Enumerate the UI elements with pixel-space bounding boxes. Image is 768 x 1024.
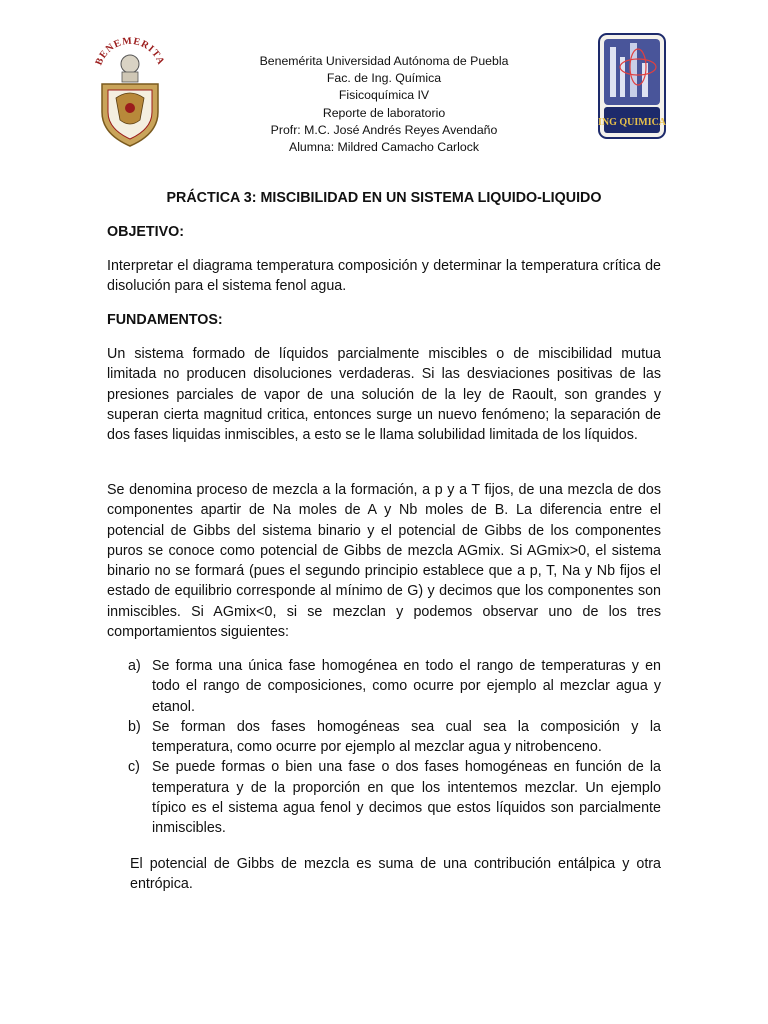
list-item-text: Se puede formas o bien una fase o dos fases homogéneas en función de la temperatura y de la proporción en que los intentemos mezclar. Un ejemplo típico es el sistema agua fenol y decimos que estos líquidos son parcialmente inmiscibles. <box>152 759 661 837</box>
behaviour-list <box>128 656 661 839</box>
document-header <box>230 53 538 156</box>
list-item-text: Se forma una única fase homogénea en todo el rango de temperaturas y en todo el rango de composiciones, como ocurre por ejemplo al mezclar agua y etanol. <box>152 658 661 715</box>
objetivo-text: Interpretar el diagrama temperatura composición y determinar la temperatura crítica de disolución para el sistema fenol agua. <box>107 258 661 295</box>
fundamentos-heading: FUNDAMENTOS: <box>107 312 223 328</box>
faculty-logo <box>598 33 666 139</box>
header-report-type: Reporte de laboratorio <box>322 105 446 120</box>
header-course: Fisicoquímica IV <box>338 88 430 103</box>
university-logo <box>92 34 168 149</box>
svg-text:ING QUIMICA: ING QUIMICA <box>598 117 666 128</box>
list-marker: b) <box>128 718 141 735</box>
fundamentos-paragraph-2: Se denomina proceso de mezcla a la formación, a p y a T fijos, de una mezcla de dos componentes apartir de Na moles de A y Nb moles de B. La diferencia entre el potencial de Gibbs del sistema binario y el potencial de Gibbs de los componentes puros se conoce como potencial de Gibbs de mezcla AGmix. Si AGmix>0, el sistema binario no se formará (pues el segundo principio establece que a p, T, Na y Nb fijos el estado de equilibrio corresponde al mínimo de G) y decimos que los componentes son inmiscibles. Si AGmix<0, si se mezclan y podemos observar uno de los tres comportamientos siguientes: <box>107 482 661 641</box>
objetivo-heading: OBJETIVO: <box>107 224 185 240</box>
list-item <box>128 656 661 717</box>
svg-text:BENEMERITA: BENEMERITA <box>93 35 167 67</box>
fundamentos-paragraph-1: Un sistema formado de líquidos parcialmente miscibles o de miscibilidad mutua limitada no producen disoluciones verdaderas. Si las desviaciones positivas de las presiones parciales de vapor de una solución de la ley de Raoult, son grandes y superan cierta magnitud critica, entonces surge un nuevo fenómeno; la separación de dos fases liquidas inmiscibles, a esto se le llama solubilidad limitada de los líquidos. <box>107 346 661 444</box>
list-item <box>128 717 661 758</box>
list-marker: a) <box>128 658 141 674</box>
header-student: Alumna: Mildred Camacho Carlock <box>289 140 479 155</box>
document-title: PRÁCTICA 3: MISCIBILIDAD EN UN SISTEMA LIQUIDO-LIQUIDO <box>166 190 602 206</box>
header-institution: Benemérita Universidad Autónoma de Puebla <box>259 54 509 68</box>
fundamentos-paragraph-3: El potencial de Gibbs de mezcla es suma de una contribución entálpica y otra entrópica. <box>130 856 661 893</box>
header-faculty: Fac. de Ing. Química <box>326 71 442 86</box>
list-marker: c) <box>128 759 140 776</box>
header-professor: Profr: M.C. José Andrés Reyes Avendaño <box>270 122 498 137</box>
list-item-text: Se forman dos fases homogéneas sea cual sea la composición y la temperatura, como ocurre por ejemplo al mezclar agua y nitrobenceno. <box>152 718 661 756</box>
list-item <box>128 757 661 838</box>
